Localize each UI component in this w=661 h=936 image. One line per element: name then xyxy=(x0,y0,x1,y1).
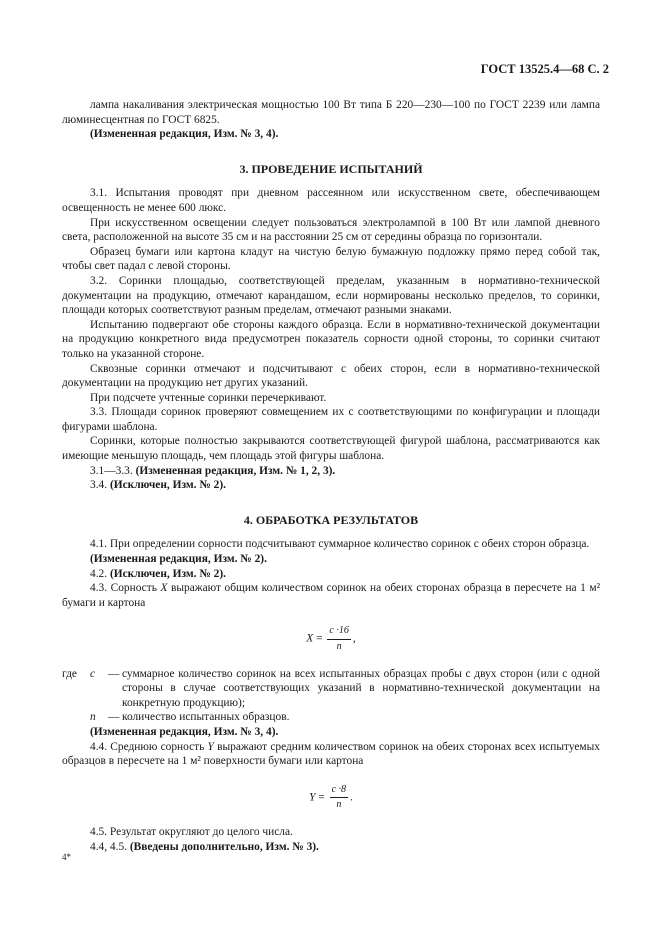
clause-4-3: 4.3. Сорность X выражают общим количеством соринок на обеих сторонах образца в пересчете на 1 м² бумаги и картона xyxy=(62,582,601,609)
clause-3-2-crossout: При подсчете учтенные соринки перечеркивают. xyxy=(90,391,327,404)
clause-3-4: 3.4. (Исключен, Изм. № 2). xyxy=(90,479,226,492)
document-body xyxy=(62,98,600,854)
clause-4-1: 4.1. При определении сорности подсчитывают суммарное количество соринок с обеих сторон образца. xyxy=(90,538,590,551)
section-4-heading: 4. ОБРАБОТКА РЕЗУЛЬТАТОВ xyxy=(243,512,419,527)
clause-3-1-lighting: При искусственном освещении следует пользоваться электролампой в 100 Вт или лампой дневного света, расположенной на высоте 35 см и на расстоянии 25 см от середины образца по горизонтали. xyxy=(62,216,600,244)
formula-y: Y = $\frac{c \cdot 8}{n}$ . xyxy=(62,783,600,813)
clause-3-2: 3.2. Соринки площадью, соответствующей пределам, указанным в нормативно-технической документации на продукцию, отмечают карандашом, если нормированы несколько пределов, то соринки, площади которых соответствуют разным пределам, отмечают разными знаками. xyxy=(62,274,600,317)
clause-4-4-4-5-amendment: 4.4, 4.5. (Введены дополнительно, Изм. № 3). xyxy=(90,840,319,853)
continuation-text: лампа накаливания электрическая мощностью 100 Вт типа Б 220—230—100 по ГОСТ 2239 или лампа люминесцентная по ГОСТ 6825. xyxy=(62,99,600,126)
formula-y-fraction: $\frac{c \cdot 8}{n}$ xyxy=(331,783,347,811)
clause-4-4: 4.4. Среднюю сорность Y выражают средним количеством соринок на обеих сторонах всех испытуемых образцов в пересчете на 1 м² поверхности бумаги или картона xyxy=(62,740,600,768)
page-signature-mark: 4* xyxy=(62,852,71,862)
clause-3-1-placement: Образец бумаги или картона кладут на чистую белую бумажную подложку прямо перед собой так, чтобы свет падал с левой стороны. xyxy=(62,245,600,273)
clause-3-2-through: Сквозные соринки отмечают и подсчитывают с обеих сторон, если в нормативно-технической документации на продукцию нет других указаний. xyxy=(62,362,600,390)
section-3-heading: 3. ПРОВЕДЕНИЕ ИСПЫТАНИЙ xyxy=(239,161,423,176)
definition-c: где c — суммарное количество соринок на всех испытанных образцах пробы с двух сторон (или с одной стороны в случае соответствующих указаний в нормативно-технической документации на конкретную продукцию); xyxy=(62,667,600,709)
clause-4-1-amendment: (Измененная редакция, Изм. № 2). xyxy=(90,553,267,566)
clause-3-1: 3.1. Испытания проводят при дневном рассеянном или искусственном свете, обеспечивающем освещенность не менее 600 люкс. xyxy=(62,187,600,214)
formula-x-fraction: $\frac{c \cdot 16}{n}$ xyxy=(329,625,349,652)
clause-3-3: 3.3. Площади соринок проверяют совмещением их с соответствующими по конфигурации и площади фигурами шаблона. xyxy=(62,406,600,433)
formula-definitions xyxy=(62,667,600,725)
continuation-amendment: (Измененная редакция, Изм. № 3, 4). xyxy=(90,128,279,141)
clause-3-3-template: Соринки, которые полностью закрываются соответствующей фигурой шаблона, рассматриваются как имеющие меньшую площадь, чем площадь этой фигуры шаблона. xyxy=(62,435,600,463)
clause-4-3-amendment: (Измененная редакция, Изм. № 3, 4). xyxy=(90,725,279,738)
formula-x: X = $\frac{c \cdot 16}{n}$ , xyxy=(62,624,600,654)
running-head: ГОСТ 13525.4—68 С. 2 xyxy=(480,62,609,76)
clause-4-2: 4.2. (Исключен, Изм. № 2). xyxy=(90,567,226,580)
clause-3-2-sides: Испытанию подвергают обе стороны каждого образца. Если в нормативно-технической документации на продукцию конкретного вида предусмотрен показатель сорности одной стороны, то соринки считают только на указанной стороне. xyxy=(62,318,600,360)
clause-3-1-3-3-amendment: 3.1—3.3. (Измененная редакция, Изм. № 1, 2, 3). xyxy=(90,464,336,477)
definition-n: n — количество испытанных образцов. xyxy=(90,711,290,724)
clause-4-5: 4.5. Результат округляют до целого числа. xyxy=(90,825,293,838)
